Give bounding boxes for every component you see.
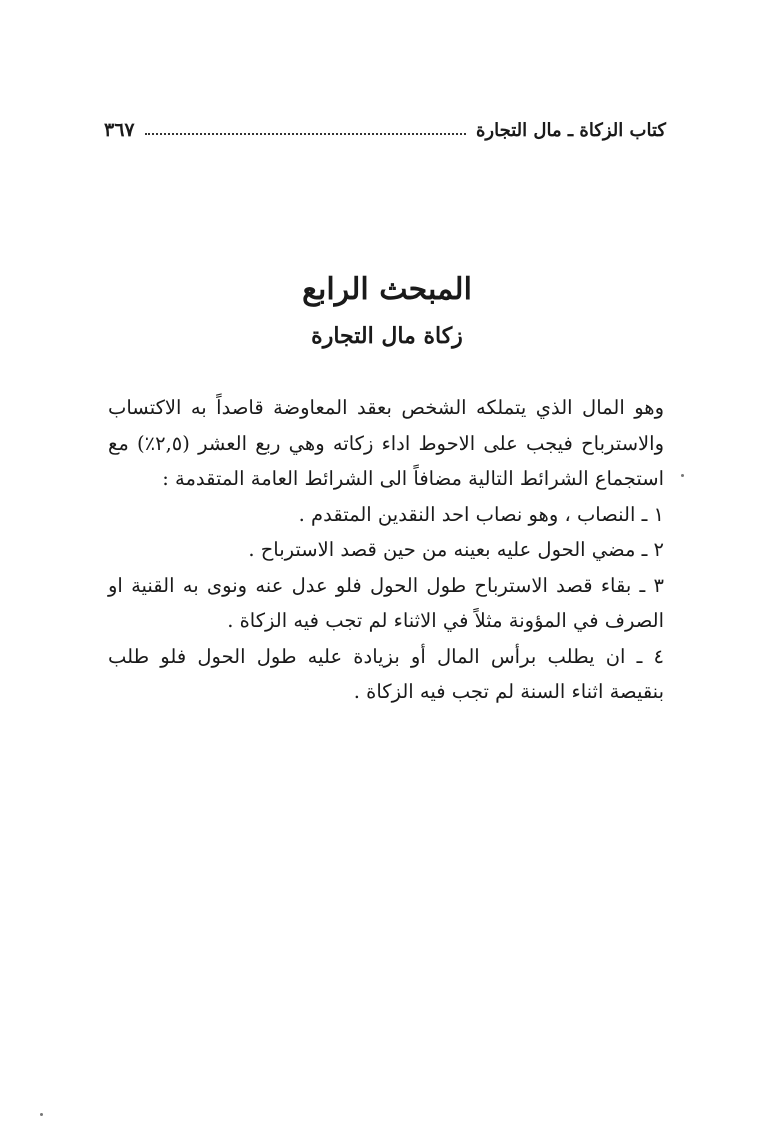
scan-speck <box>40 1113 43 1116</box>
section-subheading: زكاة مال التجارة <box>311 323 463 349</box>
running-header <box>104 112 666 148</box>
condition-item: ٤ ـ ان يطلب برأس المال أو بزيادة عليه طول الحول فلو طلب بنقيصة اثناء السنة لم تجب فيه الزكاة . <box>108 644 664 703</box>
page-number: ٣٦٧ <box>104 119 135 141</box>
intro-paragraph: وهو المال الذي يتملكه الشخص بعقد المعاوضة قاصداً به الاكتساب والاسترباح فيجب على الاحوط اداء زكاته وهي ربع العشر (٢,٥٪) مع استجماع الشرائط التالية مضافاً الى الشرائط العامة المتقدمة : <box>108 396 664 490</box>
body-text <box>108 390 664 710</box>
scan-speck <box>681 474 684 477</box>
header-dot-leader <box>145 133 466 135</box>
header-title: كتاب الزكاة ـ مال التجارة <box>475 119 666 141</box>
condition-item: ٢ ـ مضي الحول عليه بعينه من حين قصد الاسترباح . <box>248 538 664 561</box>
condition-item: ١ ـ النصاب ، وهو نصاب احد النقدين المتقدم . <box>298 502 664 526</box>
condition-item: ٣ ـ بقاء قصد الاسترباح طول الحول فلو عدل عنه ونوى به القنية او الصرف في المؤونة مثلاً في الاثناء لم تجب فيه الزكاة . <box>108 573 664 632</box>
section-heading: المبحث الرابع <box>302 272 472 307</box>
